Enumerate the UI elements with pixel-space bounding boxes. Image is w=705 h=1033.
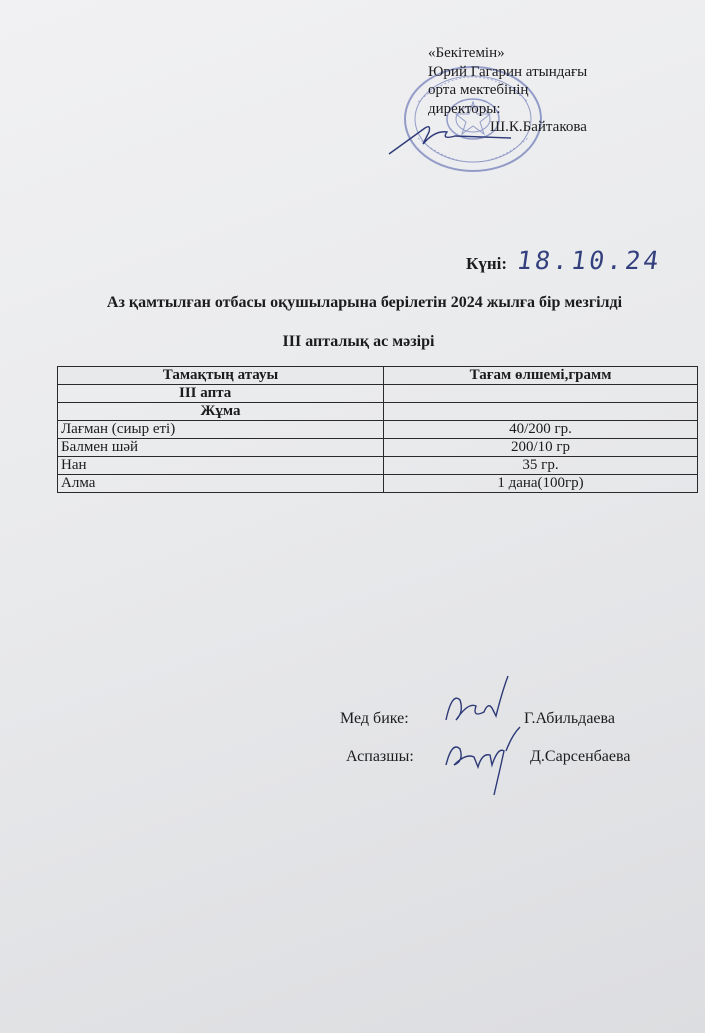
header-portion: Тағам өлшемі,грамм [384,367,698,385]
dish-name: Нан [58,457,384,475]
day-label: Жұма [58,403,384,421]
cook-signature [440,725,530,797]
week-row [58,385,698,403]
week-label [58,385,384,403]
dish-portion: 200/10 гр [384,439,698,457]
dish-portion: 40/200 гр. [384,421,698,439]
date-label: Күні: [466,254,508,273]
day-row [58,403,698,421]
nurse-signature-row [340,710,615,728]
approval-title: «Бекітемін» [428,45,505,61]
director-name: Ш.К.Байтакова [490,119,587,135]
director-signature [385,110,515,160]
dish-portion: 35 гр. [384,457,698,475]
approval-school-line: Юрий Гагарин атындағы [428,63,588,80]
nurse-label: Мед бике: [340,710,409,727]
document-title: Аз қамтылған отбасы оқушыларына берілетін 2024 жылға бір мезгілді [106,294,623,311]
day-empty-cell [384,403,698,421]
dish-portion: 1 дана(100гр) [384,475,698,493]
cook-label: Аспазшы: [346,748,414,765]
document-subtitle: III апталық ас мәзірі [282,333,435,350]
date-row [466,246,664,275]
dish-name: Лағман (сиыр еті) [58,421,384,439]
approval-position: директоры: [428,100,501,117]
week-label-text: III апта [179,385,232,401]
nurse-name: Г.Абильдаева [524,710,615,727]
date-value: 18.10.24 [514,246,664,275]
table-header-row [58,367,698,385]
week-empty-cell [384,385,698,403]
cook-name: Д.Сарсенбаева [530,748,631,765]
cook-signature-row [346,748,631,766]
dish-name: Балмен шәй [58,439,384,457]
table-row [58,475,698,493]
menu-table [57,366,698,493]
table-row [58,421,698,439]
approval-school-line-2: орта мектебінің [428,82,529,98]
table-row [58,457,698,475]
nurse-signature [438,672,528,732]
header-dish-name: Тамақтың атауы [58,367,384,385]
dish-name: Алма [58,475,384,493]
table-row [58,439,698,457]
